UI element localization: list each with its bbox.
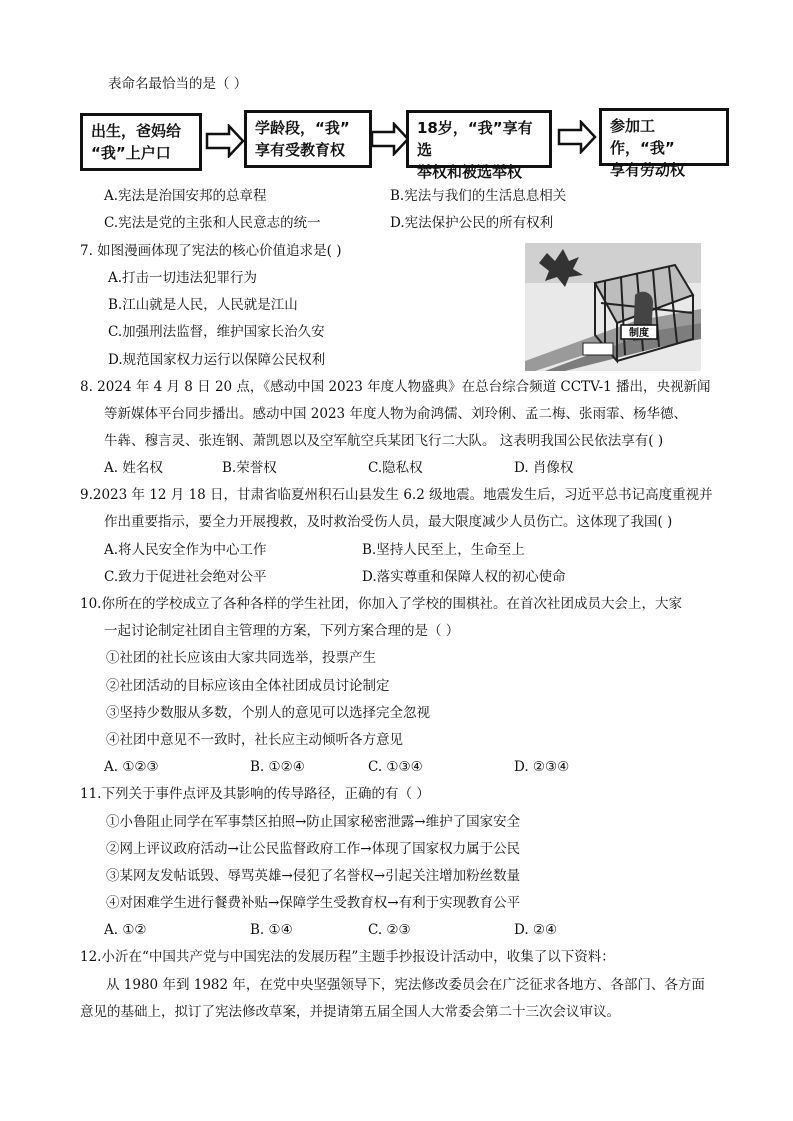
q11-option-d: D. ②④ [514,922,558,938]
q6-option-c: C.宪法是党的主张和人民意志的统一 [104,215,321,231]
q12-line-1: 12.小沂在“中国共产党与中国宪法的发展历程”主题手抄报设计活动中，收集了以下资料： [80,949,615,965]
q11-item-2: ②网上评议政府活动→让公民监督政府工作→体现了国家权力属于公民 [106,841,521,857]
flow-box-1 [80,113,202,171]
q8-option-d: D. 肖像权 [514,460,574,476]
q11-item-3: ③某网友发帖诋毁、辱骂英雄→侵犯了名誉权→引起关注增加粉丝数量 [106,868,521,884]
cage-cartoon-image [525,243,701,371]
q8-option-b: B.荣誉权 [222,460,277,476]
q9-option-d: D.落实尊重和保障人权的初心使命 [362,569,566,585]
flow-arrow-3 [557,120,597,154]
flow-arrow-1 [205,124,245,158]
flow-box-3-line1: 18岁，“我”享有选 [417,119,533,159]
q7-option-a: A.打击一切违法犯罪行为 [108,270,258,286]
q9-option-b: B.坚持人民至上，生命至上 [362,542,525,558]
flow-box-4-line2: 享有劳动权 [610,161,686,179]
q11-option-b: B. ①④ [250,922,293,938]
q9-line-1: 9.2023 年 12 月 18 日，甘肃省临夏州积石山县发生 6.2 级地震。地震发生后，习近平总书记高度重视并 [80,487,713,503]
q8-option-c: C.隐私权 [368,460,423,476]
q9-option-c: C.致力于促进社会绝对公平 [104,569,267,585]
q10-item-3: ③坚持少数服从多数，个别人的意见可以选择完全忽视 [106,705,430,721]
q10-item-4: ④社团中意见不一致时，社长应主动倾听各方意见 [106,732,403,748]
q10-item-2: ②社团活动的目标应该由全体社团成员讨论制定 [106,678,390,694]
q11-item-1: ①小鲁阻止同学在军事禁区拍照→防止国家秘密泄露→维护了国家安全 [106,814,521,830]
flow-box-3 [406,110,552,181]
q7-stem: 7. 如图漫画体现了宪法的核心价值追求是( ) [80,243,342,259]
cartoon-label: 制度 [629,328,649,339]
question-intro: 表命名最恰当的是（ ） [108,76,248,92]
flow-box-4 [599,108,729,179]
q8-line-1: 8. 2024 年 4 月 8 日 20 点，《感动中国 2023 年度人物盛典》在总台综合频道 CCTV-1 播出，央视新闻 [80,379,711,395]
q10-option-a: A. ①②③ [104,759,159,775]
q11-item-4: ④对困难学生进行餐费补贴→保障学生受教育权→有利于实现教育公平 [106,895,521,911]
q7-option-d: D.规范国家权力运行以保障公民权利 [108,352,326,368]
q8-line-2: 等新媒体平台同步播出。感动中国 2023 年度人物为俞鸿儒、刘玲俐、孟二梅、张雨霏、杨华德、 [104,406,687,422]
flow-box-2-line1: 学龄段，“我” [255,119,350,137]
q9-option-a: A.将人民安全作为中心工作 [104,542,267,558]
q10-line-2: 一起讨论制定社团自主管理的方案，下列方案合理的是（ ） [104,623,460,639]
q11-stem: 11.下列关于事件点评及其影响的传导路径，正确的有（ ） [80,786,430,802]
flow-box-2 [244,110,372,168]
q6-option-a: A.宪法是治国安邦的总章程 [104,188,267,204]
flow-box-1-line2: “我”上户口 [91,144,171,162]
q7-option-c: C.加强刑法监督，维护国家长治久安 [108,324,325,340]
q8-option-a: A. 姓名权 [104,460,163,476]
flow-box-3-line2: 举权和被选举权 [417,163,523,181]
q6-option-d: D.宪法保护公民的所有权利 [390,215,554,231]
q10-option-c: C. ①③④ [368,759,423,775]
q8-line-3: 牛犇、穆言灵、张连钢、萧凯恩以及空军航空兵某团飞行二大队。 这表明我国公民依法享有( ) [104,433,664,449]
q10-option-d: D. ②③④ [514,759,570,775]
q12-line-2: 从 1980 年到 1982 年，在党中央坚强领导下，宪法修改委员会在广泛征求各地方、各部门、各方面 [106,977,705,993]
flow-box-2-line2: 享有受教育权 [255,141,346,159]
q10-item-1: ①社团的社长应该由大家共同选举，投票产生 [106,650,376,666]
q11-option-c: C. ②③ [368,922,411,938]
q6-option-b: B.宪法与我们的生活息息相关 [390,188,567,204]
q9-line-2: 作出重要指示，要全力开展搜救，及时救治受伤人员，最大限度减少人员伤亡。这体现了我国( ) [104,514,673,530]
flow-arrow-2 [370,122,410,156]
q12-line-3: 意见的基础上，拟订了宪法修改草案，并提请第五届全国人大常委会第二十三次会议审议。 [80,1004,620,1020]
q10-option-b: B. ①②④ [250,759,305,775]
q10-line-1: 10.你所在的学校成立了各种各样的学生社团，你加入了学校的围棋社。在首次社团成员大会上，大家 [80,596,682,612]
flow-box-1-line1: 出生，爸妈给 [91,122,182,140]
q11-option-a: A. ①② [104,922,147,938]
flow-box-4-line1: 参加工作，“我” [610,117,675,157]
q7-option-b: B.江山就是人民，人民就是江山 [108,297,298,313]
